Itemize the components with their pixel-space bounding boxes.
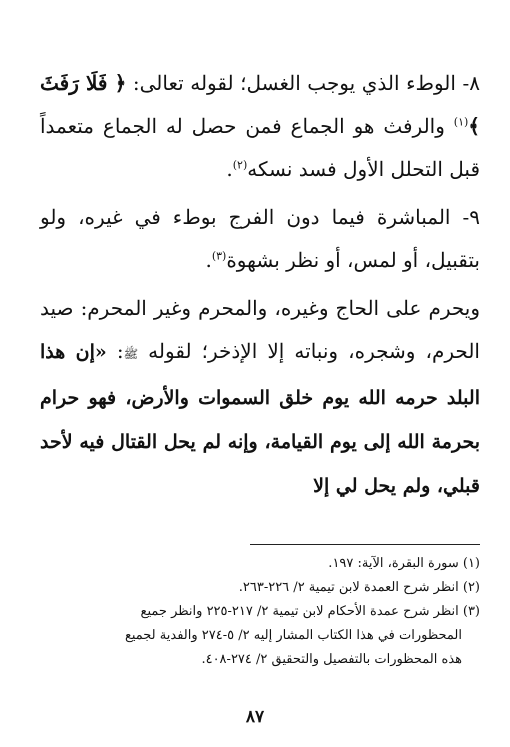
haram-colon: : [106, 339, 124, 363]
item-9-text: ٩- المباشرة فيما دون الفرج بوطء في غيره، ولو بتقبيل، أو لمس، أو نظر بشهوة [40, 205, 480, 272]
paragraph-haram [40, 287, 480, 508]
main-text [40, 62, 480, 508]
honorific-glyph: ﷺ [123, 347, 139, 361]
footnote-3-line-2: المحظورات في هذا الكتاب المشار إليه ٢/ ٥-٢٧٤ والفدية لجميع [124, 628, 462, 643]
item-8-end: . [226, 157, 233, 181]
quran-verse: ﴿ فَلَا رَفَثَ ﴾ [40, 71, 480, 138]
footnote-divider [250, 544, 480, 545]
footnote-3-line-3: هذه المحظورات بالتفصيل والتحقيق ٢/ ٢٧٤-٤٠٨. [201, 652, 462, 667]
footnote-1: (١) سورة البقرة، الآية: ١٩٧. [328, 556, 480, 571]
hadith-quote: «إن هذا البلد حرمه الله يوم خلق السموات والأرض، فهو حرام بحرمة الله إلى يوم القيامة، وإنه لم يحل القتال فيه لأحد قبلي، ولم يحل لي إلا [40, 341, 480, 497]
footnotes [40, 552, 480, 672]
page-number: ٨٧ [245, 707, 265, 727]
footnote-3: (٣) انظر شرح عمدة الأحكام لابن تيمية ٢/ ٢١٧-٢٢٥ وانظر جميع [140, 604, 480, 619]
paragraph-item-8 [40, 62, 480, 191]
footnote-ref-3[interactable]: (٣) [211, 249, 227, 263]
haram-text: ويحرم على الحاج وغيره، والمحرم وغير المحرم: صيد الحرم، وشجره، ونباته إلا الإذخر؛ لقوله [40, 296, 480, 363]
footnote-ref-2[interactable]: (٢) [232, 158, 248, 172]
item-8-body: والرفث هو الجماع فمن حصل له الجماع متعمداً قبل التحلل الأول فسد نسكه [40, 114, 480, 181]
item-9-end: . [205, 248, 212, 272]
footnote-ref-1[interactable]: (١) [453, 115, 469, 129]
footnote-2: (٢) انظر شرح العمدة لابن تيمية ٢/ ٢٢٦-٢٦٣. [238, 580, 480, 595]
item-8-lead: ٨- الوطء الذي يوجب الغسل؛ لقوله تعالى: [126, 71, 480, 95]
paragraph-item-9 [40, 196, 480, 282]
